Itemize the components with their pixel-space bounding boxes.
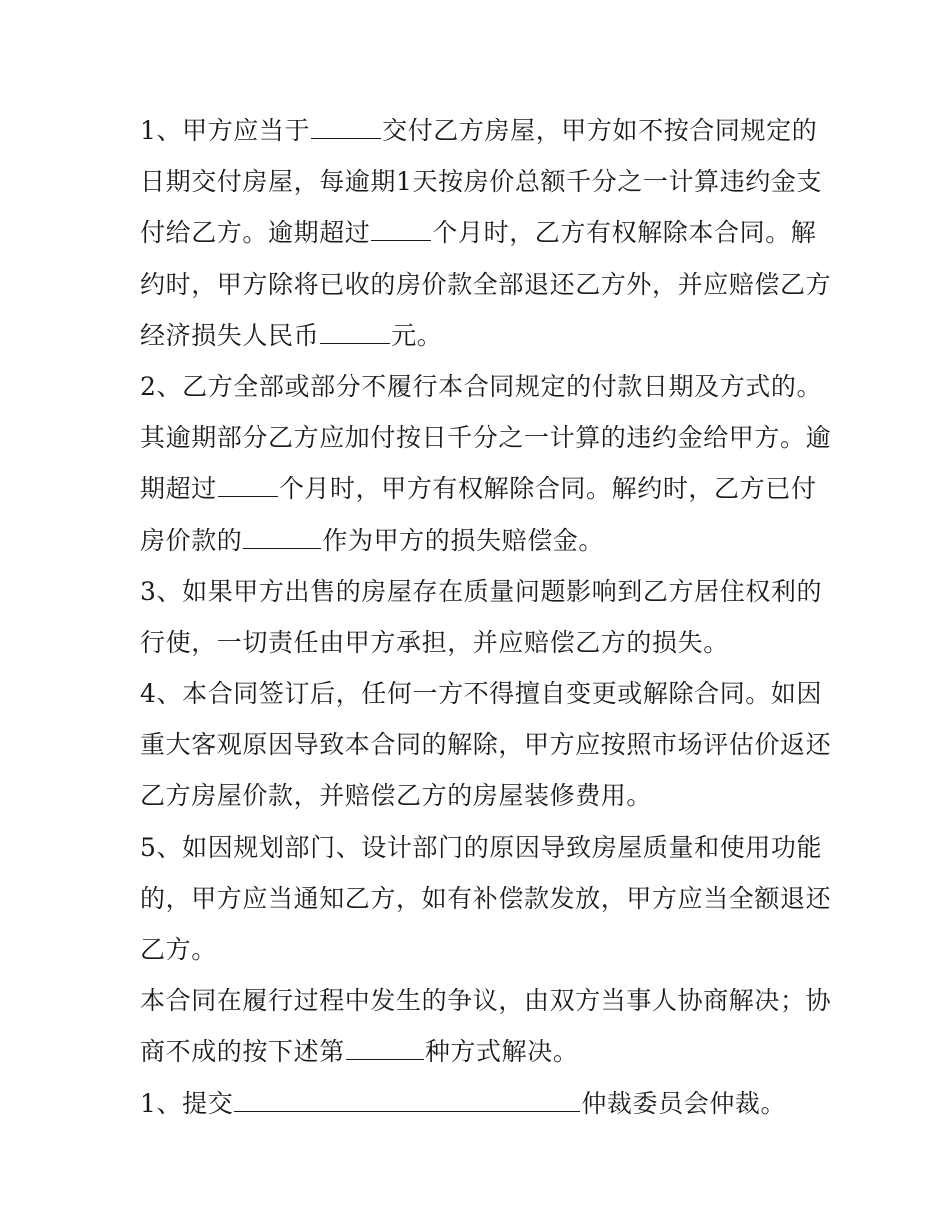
text-line: 4、本合同签订后，任何一方不得擅自变更或解除合同。如因 [140, 679, 823, 709]
clause-1 [140, 105, 832, 361]
text-line: 2、乙方全部或部分不履行本合同规定的付款日期及方式的。 [140, 371, 823, 401]
text-line: 重大客观原因导致本合同的解除，甲方应按照市场评估价返还 [140, 730, 832, 760]
text-line: 5、如因规划部门、设计部门的原因导致房屋质量和使用功能 [140, 832, 823, 862]
text-line: 的，甲方应当通知乙方，如有补偿款发放，甲方应当全额退还 [140, 883, 832, 913]
clause-3 [140, 566, 823, 668]
text-line: 房价款的 作为甲方的损失赔偿金。 [140, 525, 605, 555]
text-line: 商不成的按下述第 种方式解决。 [140, 1037, 579, 1067]
text-line: 乙方房屋价款，并赔偿乙方的房屋装修费用。 [140, 781, 653, 811]
clause-2 [140, 361, 832, 566]
text-line: 经济损失人民币 元。 [140, 320, 443, 350]
fill-blank [320, 319, 390, 344]
fill-blank [311, 114, 381, 139]
clause-5 [140, 822, 832, 976]
text-line: 期超过 个月时，甲方有权解除合同。解约时，乙方已付 [140, 474, 817, 504]
text-line: 1、提交 仲裁委员会仲裁。 [140, 1088, 787, 1118]
text-line: 约时，甲方除将已收的房价款全部退还乙方外，并应赔偿乙方 [140, 269, 832, 299]
fill-blank [234, 1087, 580, 1112]
text-line: 1、甲方应当于 交付乙方房屋，甲方如不按合同规定的 [140, 116, 818, 145]
text-line: 行使，一切责任由甲方承担，并应赔偿乙方的损失。 [140, 627, 729, 657]
text-line: 乙方。 [140, 935, 217, 964]
text-line: 本合同在履行过程中发生的争议，由双方当事人协商解决；协 [140, 986, 832, 1016]
text-line: 其逾期部分乙方应加付按日千分之一计算的违约金给甲方。逾 [140, 423, 832, 453]
clause-4 [140, 668, 832, 822]
fill-blank [371, 216, 431, 241]
fill-blank [243, 524, 321, 549]
fill-blank [218, 472, 278, 497]
resolution-option-1 [140, 1078, 820, 1129]
text-line: 日期交付房屋，每逾期1天按房价总额千分之一计算违约金支 [140, 167, 823, 197]
contract-body [140, 105, 832, 1129]
fill-blank [346, 1035, 424, 1060]
text-line: 3、如果甲方出售的房屋存在质量问题影响到乙方居住权利的 [140, 576, 823, 606]
text-line: 付给乙方。逾期超过 个月时，乙方有权解除本合同。解 [140, 218, 817, 248]
dispute-resolution [140, 975, 832, 1077]
